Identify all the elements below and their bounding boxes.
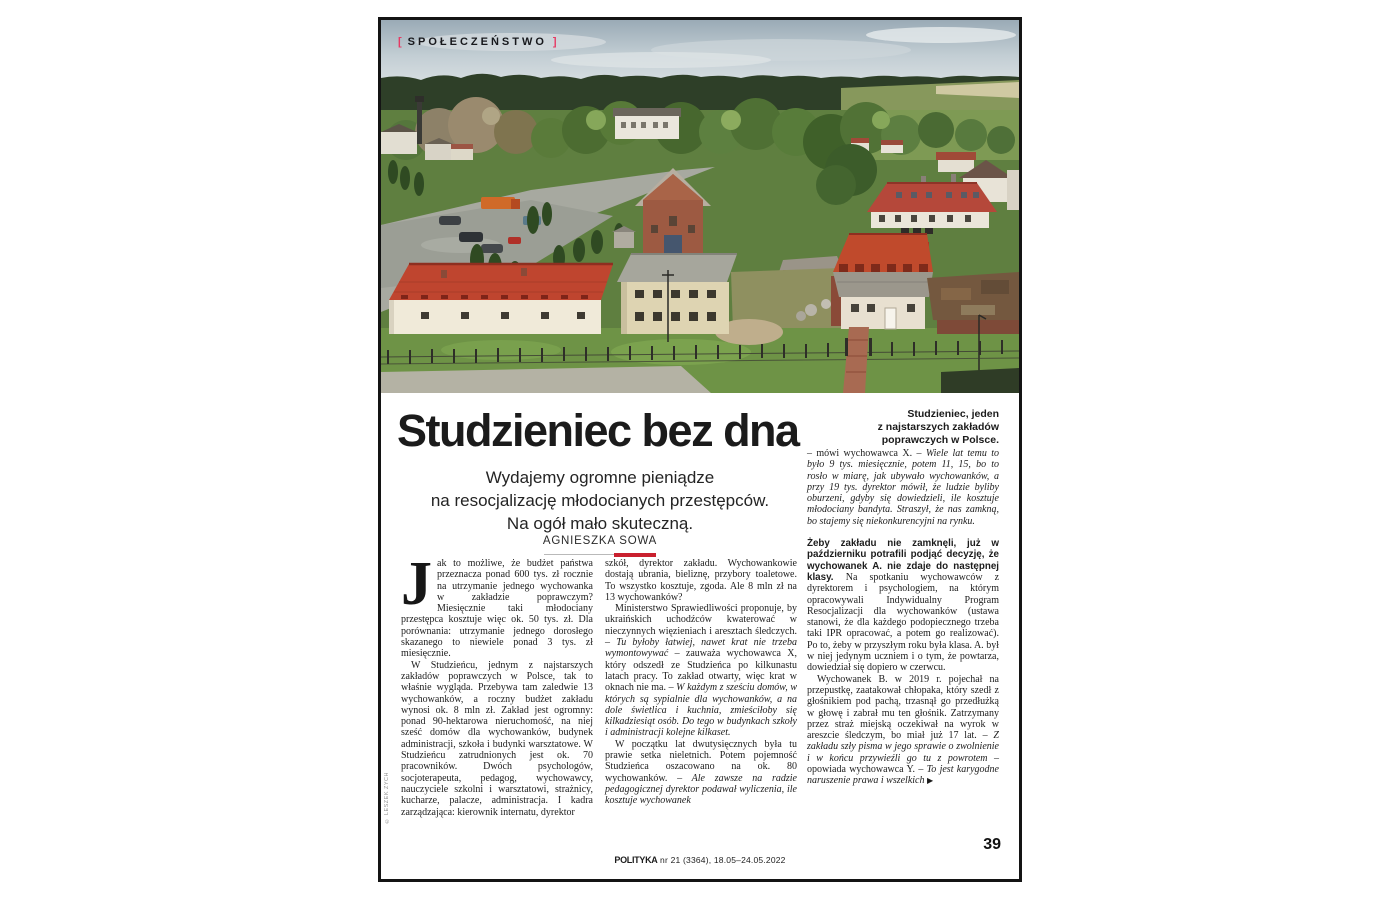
- body-text: Wychowanek B. w 2019 r. pojechał na przepustkę, zaatakował chłopaka, który szedł z głośnikiem pod pachą, trzasnął go przedłużką w głowę i zabrał mu ten głośnik. Zatrzymany przez straż miejską oczekiwał na wyrok w areszcie śledczym, bo miał już 17 lat.: [807, 673, 999, 742]
- photo-caption-line: poprawczych w Polsce.: [881, 434, 999, 446]
- section-tag: [398, 36, 557, 48]
- photo-caption-line: Studzieniec, jeden: [907, 408, 999, 420]
- magazine-logo: POLITYKA: [614, 855, 658, 865]
- magazine-page: [378, 17, 1022, 882]
- page-number: 39: [983, 836, 1001, 853]
- subtitle-line: na resocjalizację młodocianych przestępców.: [430, 491, 770, 510]
- subtitle-line: Wydajemy ogromne pieniądze: [485, 468, 715, 487]
- quote-italic: – Z zakładu szły pisma w jego sprawie o zwolnienie i w końcu przywieźli go tu z powrotem: [807, 730, 999, 764]
- bracket-right: ]: [552, 36, 557, 48]
- body-text: Ministerstwo Sprawiedliwości proponuje, by ukraińskich uchodźców kwaterować w nieczynnych więzieniach i aresztach śledczych.: [605, 603, 797, 637]
- quote-italic: – Ale zawsze na radzie pedagogicznej dyrektor podawał wyliczenia, ile kosztuje wychowanek: [605, 772, 797, 807]
- body-text: – mówi wychowawca X. –: [807, 448, 926, 459]
- aerial-photo-art: [381, 20, 1019, 393]
- paragraph: [807, 538, 999, 674]
- body-text: W początku lat dwutysięcznych była tu prawie setka nieletnich. Potem pojemność Studzieńca oszacowano na ok. 80 wychowanków.: [605, 738, 797, 784]
- rusty-building: [927, 272, 1019, 334]
- body-text: – opowiada wychowawca Y.: [807, 752, 1000, 776]
- text-column-2: [605, 558, 797, 846]
- photo-caption: [849, 408, 999, 447]
- quote-italic: – To jest karygodne naruszenie prawa i wszelkich: [807, 764, 999, 787]
- text-column-1: [401, 550, 593, 846]
- paragraph: [605, 739, 797, 807]
- aerial-photo: [381, 20, 1019, 393]
- body-text: ak to możliwe, że budżet państwa przeznacza ponad 600 tys. zł rocznie na utrzymanie jednego wychowanka w zakładzie poprawczym? Miesięcznie taki młodociany przestępca kosztuje więc ok. 50 tys. zł. Dla porównania: utrzymanie jednego dorosłego skazanego to niewiele ponad 3 tys. zł miesięcznie.: [401, 558, 593, 660]
- paragraph: W Studzieńcu, jednym z najstarszych zakładów poprawczych w Polsce, tak to właśnie wygląda. Przebywa tam zaledwie 13 wychowanków, a roczny budżet zakładu wynosi ok. 8 mln zł. Zakład jest ogromny: ponad 90-hektarowa nieruchomość, na niej sześć domów dla wychowanków, budynek administracji, szkoła i budynki warsztatowe. W Studzieńcu zatrudnionych jest ok. 70 pracowników. Dwóch psychologów, socjoterapeuta, pedagog, wychowawcy, nauczyciele szkolni i warsztatowi, strażnicy, kucharze, palacze, administracja. I kadra zarządzająca: kierownik internatu, dyrektor: [401, 659, 593, 818]
- footer-issue-line: [381, 855, 1019, 865]
- paragraph: [401, 550, 593, 660]
- paragraph: [807, 448, 999, 527]
- drop-cap: J: [401, 550, 432, 618]
- paragraph: [807, 674, 999, 787]
- photo-credit: © LESZEK ZYCH: [384, 772, 390, 824]
- beige-building: [617, 254, 737, 334]
- quote-italic: – W każdym z sześciu domów, w których są sypialnie dla wychowanków, a na dole świetlica i kuchnia, zmieściłoby się kilkadziesiąt osób. Do tego w budynkach szkoły i administracji kolejne kilkaset.: [605, 682, 797, 739]
- bold-lead: Żeby zakładu nie zamknęli, już w październiku potrafili podjąć decyzję, że wychowanek A. nie zdaje do następnej klasy.: [807, 538, 999, 583]
- subtitle-line: Na ogół mało skuteczną.: [506, 514, 694, 533]
- paragraph: szkół, dyrektor zakładu. Wychowankowie dostają ubrania, bieliznę, przybory toaletowe. To wszystko kosztuje, zgoda. Ale 8 mln zł na 13 wychowanków?: [605, 558, 797, 603]
- paragraph: [605, 603, 797, 739]
- section-label: SPOŁECZEŃSTWO: [407, 36, 547, 48]
- article-subtitle: [399, 466, 801, 535]
- continue-arrow-icon: ▶: [927, 776, 934, 786]
- photo-caption-line: z najstarszych zakładów: [877, 421, 999, 433]
- issue-info: nr 21 (3364), 18.05–24.05.2022: [657, 855, 786, 865]
- author-rule-red: [614, 553, 656, 557]
- body-text: – zauważa wychowawca X, który odszedł ze Studzieńca po kilkunastu latach pracy. To zakład otwarty, więc krat w oknach nie ma.: [605, 648, 797, 694]
- author-name: AGNIESZKA SOWA: [542, 535, 658, 547]
- quote-italic: Wiele lat temu to było 9 tys. miesięcznie, potem 11, 15, bo to rosło w miarę, jak ubywało wychowanków, a przy 19 tys. dyrektor mówił, że ludzie byliby oburzeni, gdyby się dowiedzieli, ile kosztuje młodociany bandyta. Straszył, że nas zamkną, bo stajemy się niekonkurencyjni na rynku.: [807, 448, 999, 527]
- long-building: [389, 264, 613, 334]
- body-text: Na spotkaniu wychowawców z dyrektorem i psychologiem, na którym opracowywali Indywidualny Program Resocjalizacji dla wychowanków (ustawa stanowi, że dla każdego podopiecznego trzeba taki IPR opracować, a potem go realizować). Po to, żeby w przyszłym roku była klasa. A. był w niej jedynym uczniem i o tym, że powtarza, dowiedział się dopiero w czerwcu.: [807, 571, 1000, 674]
- text-column-3: [807, 448, 999, 848]
- article-title: Studzieniec bez dna: [397, 405, 799, 456]
- bracket-left: [: [398, 36, 402, 48]
- red-roof-building: [831, 234, 933, 329]
- author-rule: [544, 553, 656, 557]
- quote-italic: – Tu byłoby łatwiej, nawet krat nie trzeba wymontowywać: [605, 637, 797, 660]
